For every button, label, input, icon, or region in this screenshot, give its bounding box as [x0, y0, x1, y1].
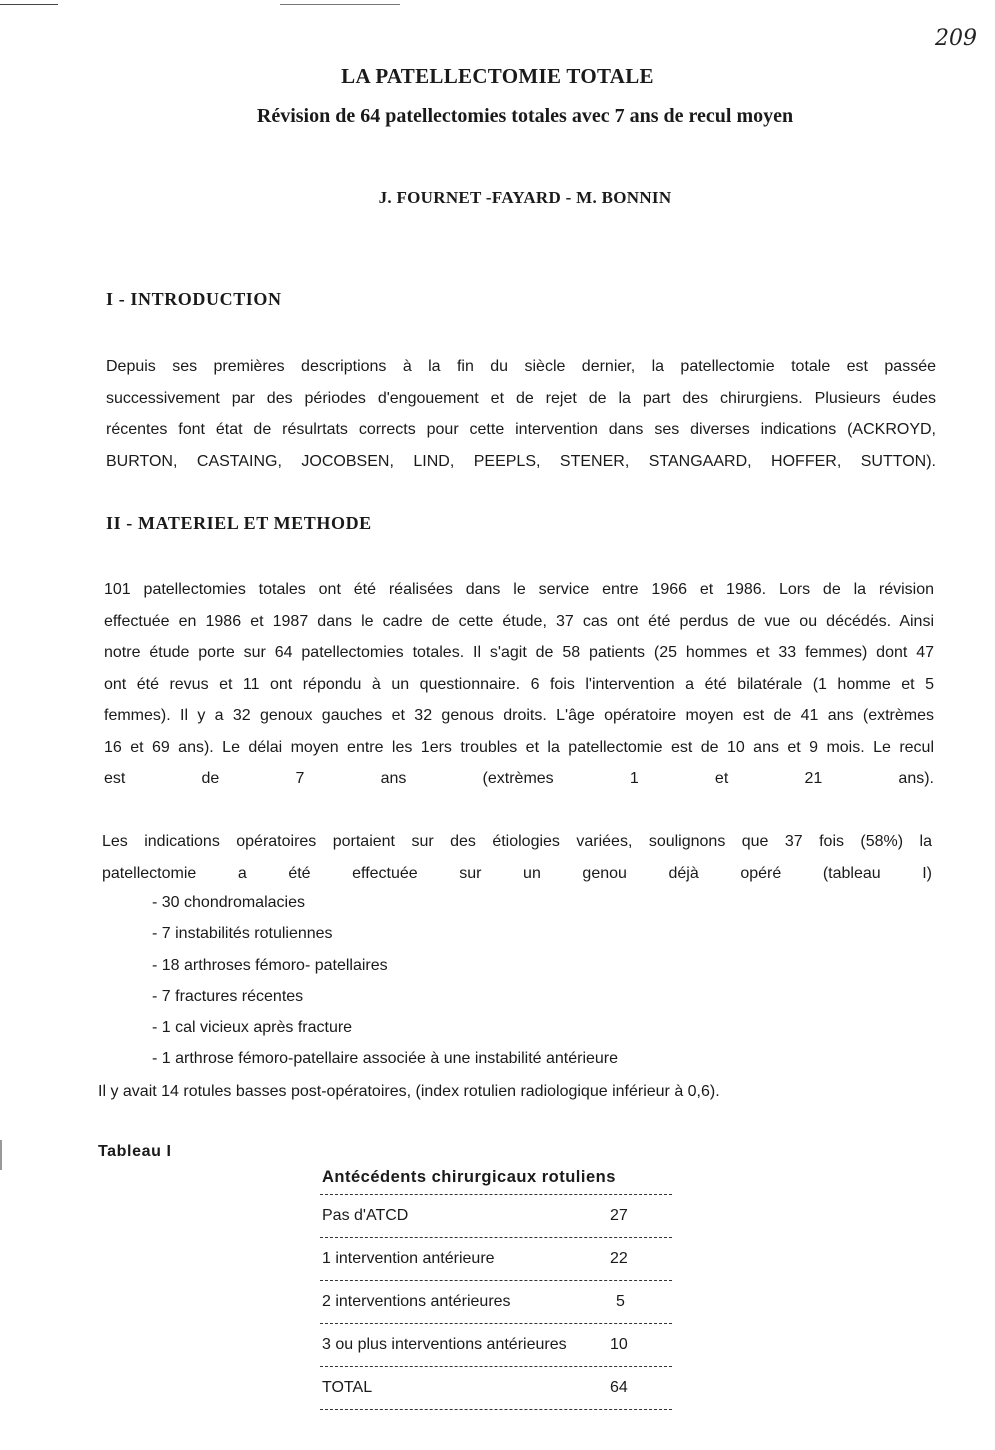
table-bottom-rule	[320, 1409, 672, 1411]
list-item: - 1 arthrose fémoro-patellaire associée à une instabilité antérieure	[152, 1050, 619, 1068]
list-item: - 30 chondromalacies	[152, 894, 305, 911]
row-value: 22	[610, 1250, 628, 1267]
methods-paragraph-1	[104, 574, 934, 795]
text-line: BURTON, CASTAING, JOCOBSEN, LIND, PEEPLS, STENER, STANGAARD, HOFFER, SUTTON).	[106, 452, 936, 470]
list-item: - 7 instabilités rotuliennes	[152, 925, 333, 943]
page-number: 209	[935, 26, 977, 51]
row-value: 64	[610, 1379, 628, 1396]
row-value: 5	[616, 1293, 625, 1310]
closing-sentence: Il y avait 14 rotules basses post-opératoires, (index rotulien radiologique inférieur à 0,6).	[98, 1083, 720, 1100]
intro-paragraph	[106, 351, 936, 477]
table-row	[320, 1366, 672, 1409]
row-label: TOTAL	[322, 1379, 373, 1396]
text-line: patellectomie a été effectuée sur un genou déjà opéré (tableau I)	[102, 864, 932, 882]
table-row	[320, 1194, 672, 1237]
row-value: 27	[610, 1207, 628, 1224]
row-label: 3 ou plus interventions antérieures	[322, 1336, 567, 1353]
scan-artifact-line	[280, 4, 400, 5]
methods-paragraph-2	[102, 826, 932, 889]
row-label: 1 intervention antérieure	[322, 1250, 495, 1267]
table-row	[320, 1323, 672, 1366]
text-line: est de 7 ans (extrèmes 1 et 21 ans).	[104, 770, 934, 787]
table-header: Antécédents chirurgicaux rotuliens	[322, 1168, 616, 1186]
text-line: 101 patellectomies totales ont été réalisées dans le service entre 1966 et 1986. Lors de la révision	[104, 581, 934, 598]
section-heading-intro: I - INTRODUCTION	[106, 289, 282, 309]
row-label: 2 interventions antérieures	[322, 1293, 511, 1310]
text-line: ont été revus et 11 ont répondu à un questionnaire. 6 fois l'intervention a été bilatérale (1 homme et 5	[104, 675, 934, 693]
text-line: femmes). Il y a 32 genoux gauches et 32 genous droits. L'âge opératoire moyen est de 41 ans (extrèmes	[104, 707, 934, 724]
indications-list	[152, 887, 618, 1075]
section-heading-methods: II - MATERIEL ET METHODE	[106, 513, 372, 533]
row-value: 10	[610, 1336, 628, 1353]
row-label: Pas d'ATCD	[322, 1207, 409, 1224]
table-label: Tableau I	[98, 1143, 172, 1160]
list-item: - 7 fractures récentes	[152, 987, 304, 1005]
table-row	[320, 1237, 672, 1280]
page-title: LA PATELLECTOMIE TOTALE	[341, 64, 654, 88]
text-line: effectuée en 1986 et 1987 dans le cadre de cette étude, 37 cas ont été perdus de vue ou décédés. Ainsi	[104, 612, 934, 630]
text-line: récentes font état de résulrtats corrects pour cette intervention dans ses diverses indications (ACKROYD,	[106, 421, 936, 438]
authors: J. FOURNET -FAYARD - M. BONNIN	[378, 188, 672, 207]
text-line: 16 et 69 ans). Le délai moyen entre les 1ers troubles et la patellectomie est de 10 ans et 9 mois. Le recul	[104, 738, 934, 756]
text-line: Depuis ses premières descriptions à la fin du siècle dernier, la patellectomie totale est passée	[106, 358, 936, 375]
text-line: Les indications opératoires portaient sur des étiologies variées, soulignons que 37 fois (58%) la	[102, 833, 932, 850]
table-antecedents	[320, 1160, 672, 1411]
page-subtitle: Révision de 64 patellectomies totales avec 7 ans de recul moyen	[256, 105, 794, 127]
list-item: - 1 cal vicieux après fracture	[152, 1019, 353, 1037]
scan-artifact-line	[0, 4, 58, 5]
scan-margin-mark	[0, 1140, 2, 1170]
text-line: successivement par des périodes d'engouement et de rejet de la part des chirurgiens. Plusieurs éudes	[106, 389, 936, 407]
text-line: notre étude porte sur 64 patellectomies totales. Il s'agit de 58 patients (25 hommes et 33 femmes) dont 47	[104, 644, 934, 661]
list-item: - 18 arthroses fémoro- patellaires	[152, 956, 388, 974]
table-row	[320, 1280, 672, 1323]
